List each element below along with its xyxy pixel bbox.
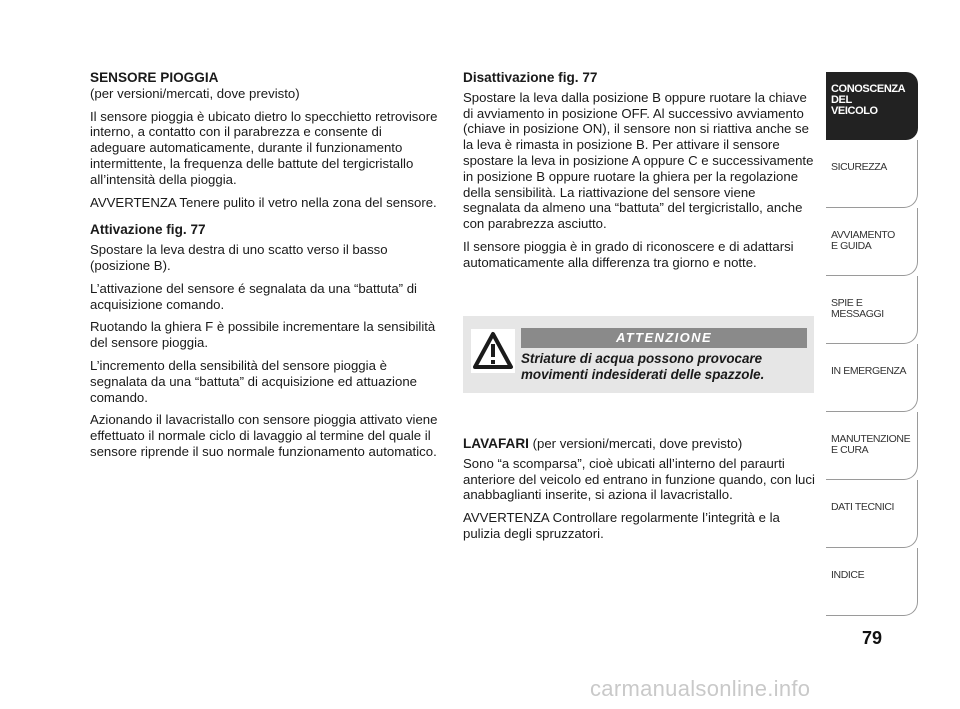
page-number: 79 <box>861 628 883 648</box>
section-title-disattivazione: Disattivazione fig. 77 <box>463 70 598 85</box>
section-subtitle: (per versioni/mercati, dove previsto) <box>90 85 300 101</box>
section-subtitle: (per versioni/mercati, dove previsto) <box>532 436 743 451</box>
tab-dati-tecnici[interactable]: DATI TECNICI <box>826 480 918 548</box>
watermark: carmanualsonline.info <box>590 676 811 701</box>
paragraph: Spostare la leva destra di uno scatto verso il basso (posizione B). <box>90 242 388 273</box>
paragraph: AVVERTENZA Controllare regolarmente l’integrità e la pulizia degli spruzzatori. <box>463 510 780 541</box>
tab-indice[interactable]: INDICE <box>826 548 918 616</box>
paragraph: Ruotando la ghiera F è possibile incrementare la sensibilità del sensore pioggia. <box>90 319 436 351</box>
paragraph: Azionando il lavacristallo con sensore pioggia attivato viene effettuato il normale ciclo di lavaggio al termine del quale il sensore riprende il suo normale funzionamento automatico. <box>90 412 438 459</box>
paragraph: L’attivazione del sensore é segnalata da una “battuta” di acquisizione comando. <box>90 280 417 312</box>
paragraph: Il sensore pioggia è in grado di riconoscere e di adattarsi automaticamente alla differenza tra giorno e notte. <box>463 238 794 270</box>
tab-spie-e-messaggi[interactable]: SPIE E MESSAGGI <box>826 276 918 344</box>
lavafari-heading <box>463 436 815 452</box>
warning-text: Striature di acqua possono provocare movimenti indesiderati delle spazzole. <box>521 351 765 382</box>
warning-triangle-icon <box>471 329 515 373</box>
paragraph: Il sensore pioggia è ubicato dietro lo specchietto retrovisore interno, a contatto con il parabrezza e consente di adeguare automaticamente, durante il funzionamento intermittente, la frequenza delle battute del tergicristallo all’intensità della pioggia. <box>90 108 438 187</box>
lavafari-section <box>463 436 815 549</box>
tab-in-emergenza[interactable]: IN EMERGENZA <box>826 344 918 412</box>
paragraph: Spostare la leva dalla posizione B oppure ruotare la chiave di avviamento in posizione OFF. Al successivo avviamento (chiave in posizione ON), il sensore non si riattiva anche se la leva è rimasta in posizione B. Per attivare il sensore spostare la leva in posizione A oppure C e successivamente in posizione B oppure ruotare la ghiera per la regolazione della sensibilità. La riattivazione del sensore viene segnalata da almeno una “battuta” del tergicristallo, anche con parabrezza asciutto. <box>463 89 814 232</box>
paragraph: AVVERTENZA Tenere pulito il vetro nella zona del sensore. <box>90 194 437 210</box>
section-title-lavafari: LAVAFARI <box>463 436 529 451</box>
right-column <box>463 70 815 278</box>
warning-label: ATTENZIONE <box>521 328 807 348</box>
tab-conoscenza-del-veicolo[interactable]: CONOSCENZA DEL VEICOLO <box>826 72 918 140</box>
left-column <box>90 70 440 467</box>
warning-box <box>463 316 814 393</box>
tab-avviamento-e-guida[interactable]: AVVIAMENTO E GUIDA <box>826 208 918 276</box>
chapter-nav <box>826 72 918 616</box>
paragraph: L’incremento della sensibilità del sensore pioggia è segnalata da una “battuta” di acquisizione ed attuazione comando. <box>90 357 417 405</box>
paragraph: Sono “a scomparsa”, cioè ubicati all’interno del paraurti anteriore del veicolo ed entrano in funzione quando, con luci anabbaglianti inserite, si aziona il lavacristallo. <box>463 455 815 503</box>
tab-sicurezza[interactable]: SICUREZZA <box>826 140 918 208</box>
section-title-sensore-pioggia: SENSORE PIOGGIA <box>90 70 219 85</box>
section-title-attivazione: Attivazione fig. 77 <box>90 222 206 238</box>
tab-manutenzione-e-cura[interactable]: MANUTENZIONE E CURA <box>826 412 918 480</box>
